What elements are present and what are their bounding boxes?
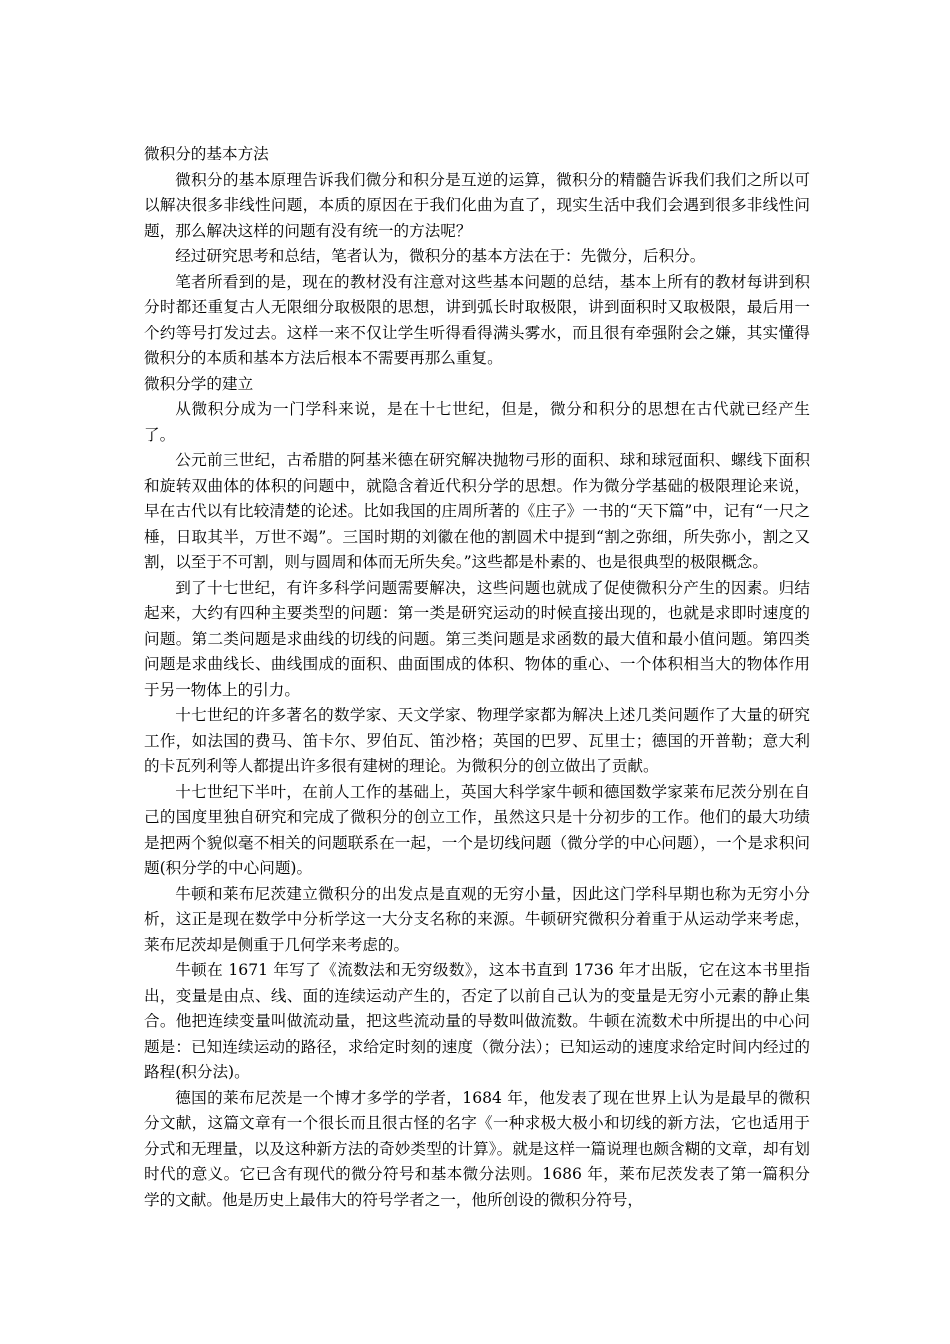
paragraph: 牛顿在 1671 年写了《流数法和无穷级数》，这本书直到 1736 年才出版，它在这本书里指出，变量是由点、线、面的连续运动产生的，否定了以前自己认为的变量是无穷小元素的静止集合。他把连续变量叫做流动量，把这些流动量的导数叫做流数。牛顿在流数术中所提出的中心问题是：已知连续运动的路径，求给定时刻的速度（微分法）；已知运动的速度求给定时间内经过的路程(积分法)。 bbox=[144, 961, 810, 1081]
paragraph: 笔者所看到的是，现在的教材没有注意对这些基本问题的总结，基本上所有的教材每讲到积分时都还重复古人无限细分取极限的思想，讲到弧长时取极限，讲到面积时又取极限，最后用一个约等号打发过去。这样一来不仅让学生听得看得满头雾水，而且很有牵强附会之嫌，其实懂得微积分的本质和基本方法后根本不需要再那么重复。 bbox=[144, 272, 810, 367]
paragraph: 公元前三世纪，古希腊的阿基米德在研究解决抛物弓形的面积、球和球冠面积、螺线下面积和旋转双曲体的体积的问题中，就隐含着近代积分学的思想。作为微分学基础的极限理论来说，早在古代以有比较清楚的论述。比如我国的庄周所著的《庄子》一书的“天下篇”中，记有“一尺之棰，日取其半，万世不竭”。三国时期的刘徽在他的割圆术中提到“割之弥细，所失弥小，割之又割，以至于不可割，则与圆周和体而无所失矣。”这些都是朴素的、也是很典型的极限概念。 bbox=[144, 451, 810, 571]
section-heading: 微积分学的建立 bbox=[144, 374, 254, 393]
section-heading: 微积分的基本方法 bbox=[144, 145, 269, 163]
paragraph: 从微积分成为一门学科来说，是在十七世纪，但是，微分和积分的思想在古代就已经产生了。 bbox=[144, 400, 810, 444]
paragraph: 十七世纪下半叶，在前人工作的基础上，英国大科学家牛顿和德国数学家莱布尼茨分别在自己的国度里独自研究和完成了微积分的创立工作，虽然这只是十分初步的工作。他们的最大功绩是把两个貌似毫不相关的问题联系在一起，一个是切线问题（微分学的中心问题），一个是求积问题(积分学的中心问题)。 bbox=[144, 782, 810, 877]
paragraph: 十七世纪的许多著名的数学家、天文学家、物理学家都为解决上述几类问题作了大量的研究工作，如法国的费马、笛卡尔、罗伯瓦、笛沙格；英国的巴罗、瓦里士；德国的开普勒；意大利的卡瓦列利等人都提出许多很有建树的理论。为微积分的创立做出了贡献。 bbox=[144, 706, 810, 775]
document-page bbox=[144, 142, 810, 1213]
paragraph: 到了十七世纪，有许多科学问题需要解决，这些问题也就成了促使微积分产生的因素。归结起来，大约有四种主要类型的问题：第一类是研究运动的时候直接出现的，也就是求即时速度的问题。第二类问题是求曲线的切线的问题。第三类问题是求函数的最大值和最小值问题。第四类问题是求曲线长、曲线围成的面积、曲面围成的体积、物体的重心、一个体积相当大的物体作用于另一物体上的引力。 bbox=[144, 578, 810, 699]
paragraph: 牛顿和莱布尼茨建立微积分的出发点是直观的无穷小量，因此这门学科早期也称为无穷小分析，这正是现在数学中分析学这一大分支名称的来源。牛顿研究微积分着重于从运动学来考虑，莱布尼茨却是侧重于几何学来考虑的。 bbox=[144, 884, 810, 954]
paragraph: 德国的莱布尼茨是一个博才多学的学者，1684 年，他发表了现在世界上认为是最早的微积分文献，这篇文章有一个很长而且很古怪的名字《一种求极大极小和切线的新方法，它也适用于分式和无理量，以及这种新方法的奇妙类型的计算》。就是这样一篇说理也颇含糊的文章，却有划时代的意义。它已含有现代的微分符号和基本微分法则。1686 年，莱布尼茨发表了第一篇积分学的文献。他是历史上最伟大的符号学者之一，他所创设的微积分符号， bbox=[144, 1088, 810, 1209]
paragraph: 微积分的基本原理告诉我们微分和积分是互逆的运算，微积分的精髓告诉我们我们之所以可以解决很多非线性问题，本质的原因在于我们化曲为直了，现实生活中我们会遇到很多非线性问题，那么解决这样的问题有没有统一的方法呢？ bbox=[144, 170, 810, 240]
paragraph: 经过研究思考和总结，笔者认为，微积分的基本方法在于：先微分，后积分。 bbox=[175, 247, 706, 265]
